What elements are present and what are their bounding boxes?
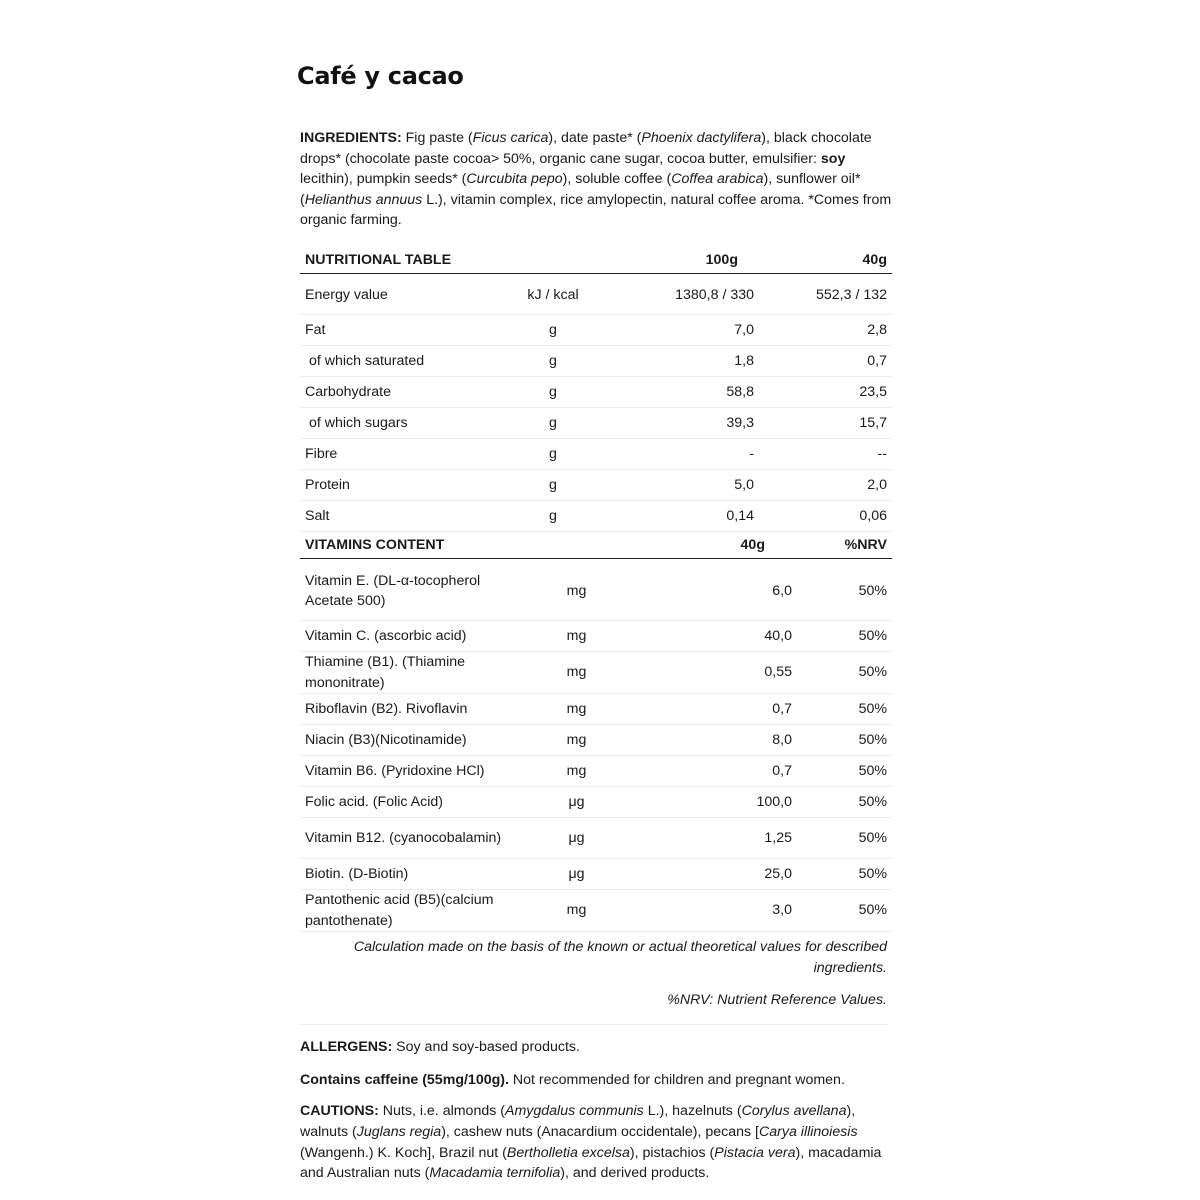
vitamins-header-col2: %NRV [781,532,892,559]
text-segment: (Wangenh.) K. Koch], Brazil nut ( [300,1144,507,1161]
nutrient-name: Vitamin B12. (cyanocobalamin) [300,818,509,859]
value-col1: 0,14 [593,500,754,531]
value-col1-text: 1,25 [764,829,792,846]
value-col1-text: 8,0 [772,731,792,748]
text-segment: L.), vitamin complex, rice amylopectin, natural coffee aroma. *Comes from organic farming. [300,191,892,229]
cautions-label: CAUTIONS: [300,1103,379,1120]
table-notes [300,937,892,1025]
table-row [300,787,892,818]
allergens-text: Soy and soy-based products. [392,1039,580,1056]
nutrient-name: Vitamin B6. (Pyridoxine HCl) [300,756,509,787]
value-col2: 0,7 [754,345,892,376]
value-col1: 1,8 [593,345,754,376]
nutrient-unit: g [513,469,593,500]
table-row [300,859,892,890]
value-col1 [644,859,792,890]
value-col2: 50% [781,818,892,859]
nutrient-unit: g [513,407,593,438]
nutrition-header-col1-label: 100g [705,251,738,268]
table-row [300,890,892,932]
text-segment: ), cashew nuts (Anacardium occidentale), pecans [ [441,1123,759,1140]
nutrient-name: Salt [300,500,513,531]
value-col1 [644,620,792,651]
nutrient-unit: mg [509,620,644,651]
value-col2: 50% [781,620,892,651]
nutrient-unit: g [513,345,593,376]
value-col2: 2,8 [754,314,892,345]
nutrient-name: Vitamin C. (ascorbic acid) [300,620,509,651]
value-col1-text: 0,55 [764,664,792,681]
table-row [300,756,892,787]
value-col1 [644,890,792,932]
table-row [300,469,892,500]
nutrient-unit: mg [509,890,644,932]
italic-term: Carya illinoiesis [759,1123,858,1140]
value-col1: 1380,8 / 330 [593,273,754,314]
italic-term: Corylus avellana [741,1103,847,1120]
value-col1-text: 6,0 [772,583,792,600]
value-col2: 50% [781,890,892,932]
vitamins-header-title: VITAMINS CONTENT [300,532,509,559]
value-col1-text: 3,0 [772,902,792,919]
value-col2: 15,7 [754,407,892,438]
calculation-note: Calculation made on the basis of the known or actual theoretical values for described ingredients. [353,939,887,976]
italic-term: Phoenix dactylifera [641,130,762,146]
cautions-text [300,1103,881,1181]
table-row [300,558,892,620]
value-col1-text: 0,7 [772,700,792,717]
vitamins-header-col1 [644,532,781,559]
allergens-label: ALLERGENS: [300,1039,393,1056]
table-row [300,314,892,345]
value-col1 [644,756,792,787]
value-col1 [644,787,792,818]
nutrient-unit: mg [509,725,644,756]
italic-term: Coffea arabica [671,171,764,188]
table-row [300,725,892,756]
value-col1: 39,3 [593,407,754,438]
ingredients-label: INGREDIENTS: [300,130,402,146]
value-col2: 23,5 [754,376,892,407]
value-col1-text: 0,7 [772,762,792,779]
italic-term: Pistacia vera [714,1144,796,1161]
nutrition-header-unit [513,247,593,274]
nutrition-header-row [300,247,892,274]
nutrient-name: Protein [300,469,513,500]
text-segment: ), black chocolate drops* (chocolate paste cocoa> 50%, organic cane sugar, cocoa butter, emulsifier: [300,130,872,167]
table-row [300,651,892,693]
italic-term: Curcubita pepo [466,171,563,188]
value-col1: - [593,438,754,469]
allergens-statement [300,1037,892,1058]
text-segment: ), date paste* ( [548,130,642,146]
value-col2: 50% [781,694,892,725]
caffeine-text: Not recommended for children and pregnant women. [508,1071,845,1088]
value-col2: 50% [781,725,892,756]
italic-term: Ficus carica [472,130,549,146]
table-row [300,376,892,407]
vitamins-header-col1-label: 40g [740,536,765,553]
value-col2: 50% [781,756,892,787]
nutrient-unit: g [513,314,593,345]
nrv-note: %NRV: Nutrient Reference Values. [300,990,887,1026]
nutrient-name: Fibre [300,438,513,469]
text-segment: L.), hazelnuts ( [643,1103,742,1120]
nutrient-name: Fat [300,314,513,345]
text-segment: ), soluble coffee ( [562,171,672,188]
value-col1-text: 25,0 [764,865,792,882]
value-col1 [644,725,792,756]
value-col1-text: 40,0 [764,627,792,644]
value-col1 [644,694,792,725]
value-col1 [644,818,792,859]
nutrient-unit: mg [509,651,644,693]
nutrient-unit: mg [509,694,644,725]
text-segment: ), walnuts ( [300,1103,856,1140]
table-row [300,438,892,469]
table-row [300,273,892,314]
nutrient-name: Energy value [300,273,513,314]
nutrient-name: of which saturated [300,345,513,376]
table-row [300,818,892,859]
value-col2: 2,0 [754,469,892,500]
italic-term: Macadamia ternifolia [429,1165,561,1182]
page-title: Café y cacao [297,62,464,90]
text-segment: ), and derived products. [560,1165,710,1182]
value-col1-text: 100,0 [756,793,792,810]
value-col2: 50% [781,859,892,890]
nutrient-name: Niacin (B3)(Nicotinamide) [300,725,509,756]
nutrient-name: Folic acid. (Folic Acid) [300,787,509,818]
italic-term: Juglans regia [356,1123,442,1140]
nutrition-header-title: NUTRITIONAL TABLE [300,247,513,274]
table-row [300,345,892,376]
vitamins-header-unit [509,532,644,559]
table-row [300,620,892,651]
value-col2: 552,3 / 132 [754,273,892,314]
caffeine-label: Contains caffeine (55mg/100g). [300,1071,509,1088]
vitamins-table [300,532,892,932]
value-col2: 50% [781,558,892,620]
nutrient-unit: kJ / kcal [513,273,593,314]
value-col1: 7,0 [593,314,754,345]
value-col2: 0,06 [754,500,892,531]
value-col2: -- [754,438,892,469]
text-segment: ), pistachios ( [629,1144,715,1161]
ingredients-paragraph [300,128,892,231]
value-col1: 58,8 [593,376,754,407]
nutrient-unit: g [513,376,593,407]
nutrient-name: Biotin. (D-Biotin) [300,859,509,890]
nutrient-name: Pantothenic acid (B5)(calcium pantothenate) [300,890,509,932]
bold-term: soy [820,150,846,167]
cautions-statement [300,1101,892,1183]
text-segment: lecithin), pumpkin seeds* ( [300,171,467,188]
additional-info [300,1037,892,1184]
vitamins-header-row [300,532,892,559]
value-col1: 5,0 [593,469,754,500]
text-segment: ), macadamia and Australian nuts ( [300,1144,882,1182]
nutrient-unit: g [513,438,593,469]
nutritional-table [300,247,892,532]
italic-term: Amygdalus communis [505,1103,644,1120]
nutrient-name: of which sugars [300,407,513,438]
nutrient-unit: μg [509,818,644,859]
nutrition-header-col2: 40g [754,247,892,274]
caffeine-statement [300,1070,892,1091]
value-col1 [644,651,792,693]
nutrient-unit: g [513,500,593,531]
table-row [300,500,892,531]
nutrient-unit: mg [509,558,644,620]
nutrient-unit: μg [509,787,644,818]
nutrient-name: Vitamin E. (DL-α-tocopherol Acetate 500) [300,558,509,620]
value-col2: 50% [781,787,892,818]
table-row [300,407,892,438]
nutrient-name: Carbohydrate [300,376,513,407]
product-info [300,128,892,1184]
value-col1 [644,558,792,620]
italic-term: Helianthus annuus [304,191,423,208]
text-segment: Nuts, i.e. almonds ( [378,1103,505,1120]
nutrient-unit: μg [509,859,644,890]
table-row [300,694,892,725]
nutrient-name: Thiamine (B1). (Thiamine mononitrate) [300,651,509,693]
italic-term: Bertholletia excelsa [506,1144,630,1161]
nutrient-name: Riboflavin (B2). Rivoflavin [300,694,509,725]
value-col2: 50% [781,651,892,693]
nutrition-header-col1 [593,247,754,274]
text-segment: Fig paste ( [401,130,473,146]
text-segment: ), sunflower oil* ( [300,171,861,208]
nutrient-unit: mg [509,756,644,787]
